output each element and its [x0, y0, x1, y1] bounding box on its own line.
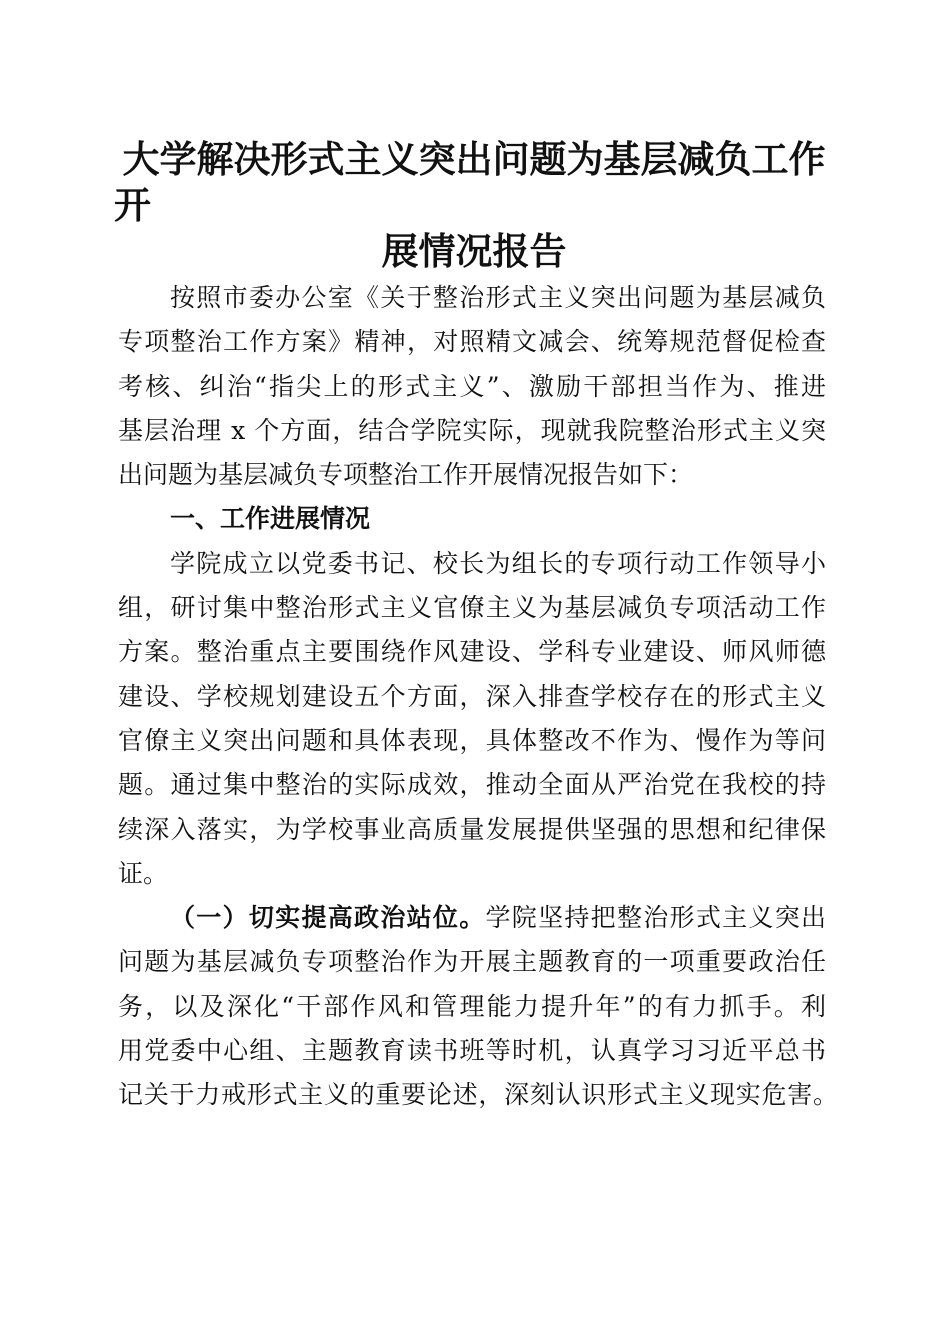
- text-line: 组，研讨集中整治形式主义官僚主义为基层减负专项活动工作: [118, 593, 826, 623]
- text-line: 问题为基层减负专项整治作为开展主题教育的一项重要政治任: [118, 947, 826, 977]
- text-line: 专项整治工作方案》精神，对照精文减会、统筹规范督促检查: [118, 327, 826, 357]
- text-line: 官僚主义突出问题和具体表现，具体整改不作为、慢作为等问: [118, 725, 826, 755]
- text-line: 基层治理 x 个方面，结合学院实际，现就我院整治形式主义突: [118, 415, 826, 445]
- text-line: 按照市委办公室《关于整治形式主义突出问题为基层减负: [170, 283, 826, 312]
- text-line: [118, 896, 826, 940]
- text-line: 续深入落实，为学校事业高质量发展提供坚强的思想和纪律保: [118, 814, 826, 844]
- text-line: 考核、纠治“指尖上的形式主义”、激励干部担当作为、推进: [118, 371, 826, 401]
- text-line: 题。通过集中整治的实际成效，推动全面从严治党在我校的持: [118, 770, 826, 800]
- text-line: 建设、学校规划建设五个方面，深入排查学校存在的形式主义: [118, 681, 826, 711]
- text-span: 学院坚持把整治形式主义突出: [485, 903, 826, 933]
- text-line: 出问题为基层减负专项整治工作开展情况报告如下：: [118, 460, 694, 490]
- section-heading: 一、工作进展情况: [170, 504, 371, 534]
- text-line: 方案。整治重点主要围绕作风建设、学科专业建设、师风师德: [118, 637, 826, 667]
- text-line: 用党委中心组、主题教育读书班等时机，认真学习习近平总书: [118, 1036, 826, 1066]
- subsection1-paragraph: [118, 896, 838, 1117]
- document-title: [114, 136, 834, 274]
- text-line: 记关于力戒形式主义的重要论述，深刻认识形式主义现实危害。: [118, 1080, 838, 1110]
- section1-paragraph: [118, 542, 826, 896]
- text-line: 证。: [118, 858, 169, 888]
- document-body: [118, 276, 838, 1118]
- text-line: 学院成立以党委书记、校长为组长的专项行动工作领导小: [170, 548, 826, 578]
- title-line-2: 展情况报告: [381, 229, 567, 273]
- intro-paragraph: [118, 276, 826, 497]
- title-line-1: 大学解决形式主义突出问题为基层减负工作开: [114, 137, 826, 227]
- subsection-heading: （一）切实提高政治站位。: [170, 903, 486, 933]
- text-line: 务，以及深化“干部作风和管理能力提升年”的有力抓手。利: [118, 991, 826, 1021]
